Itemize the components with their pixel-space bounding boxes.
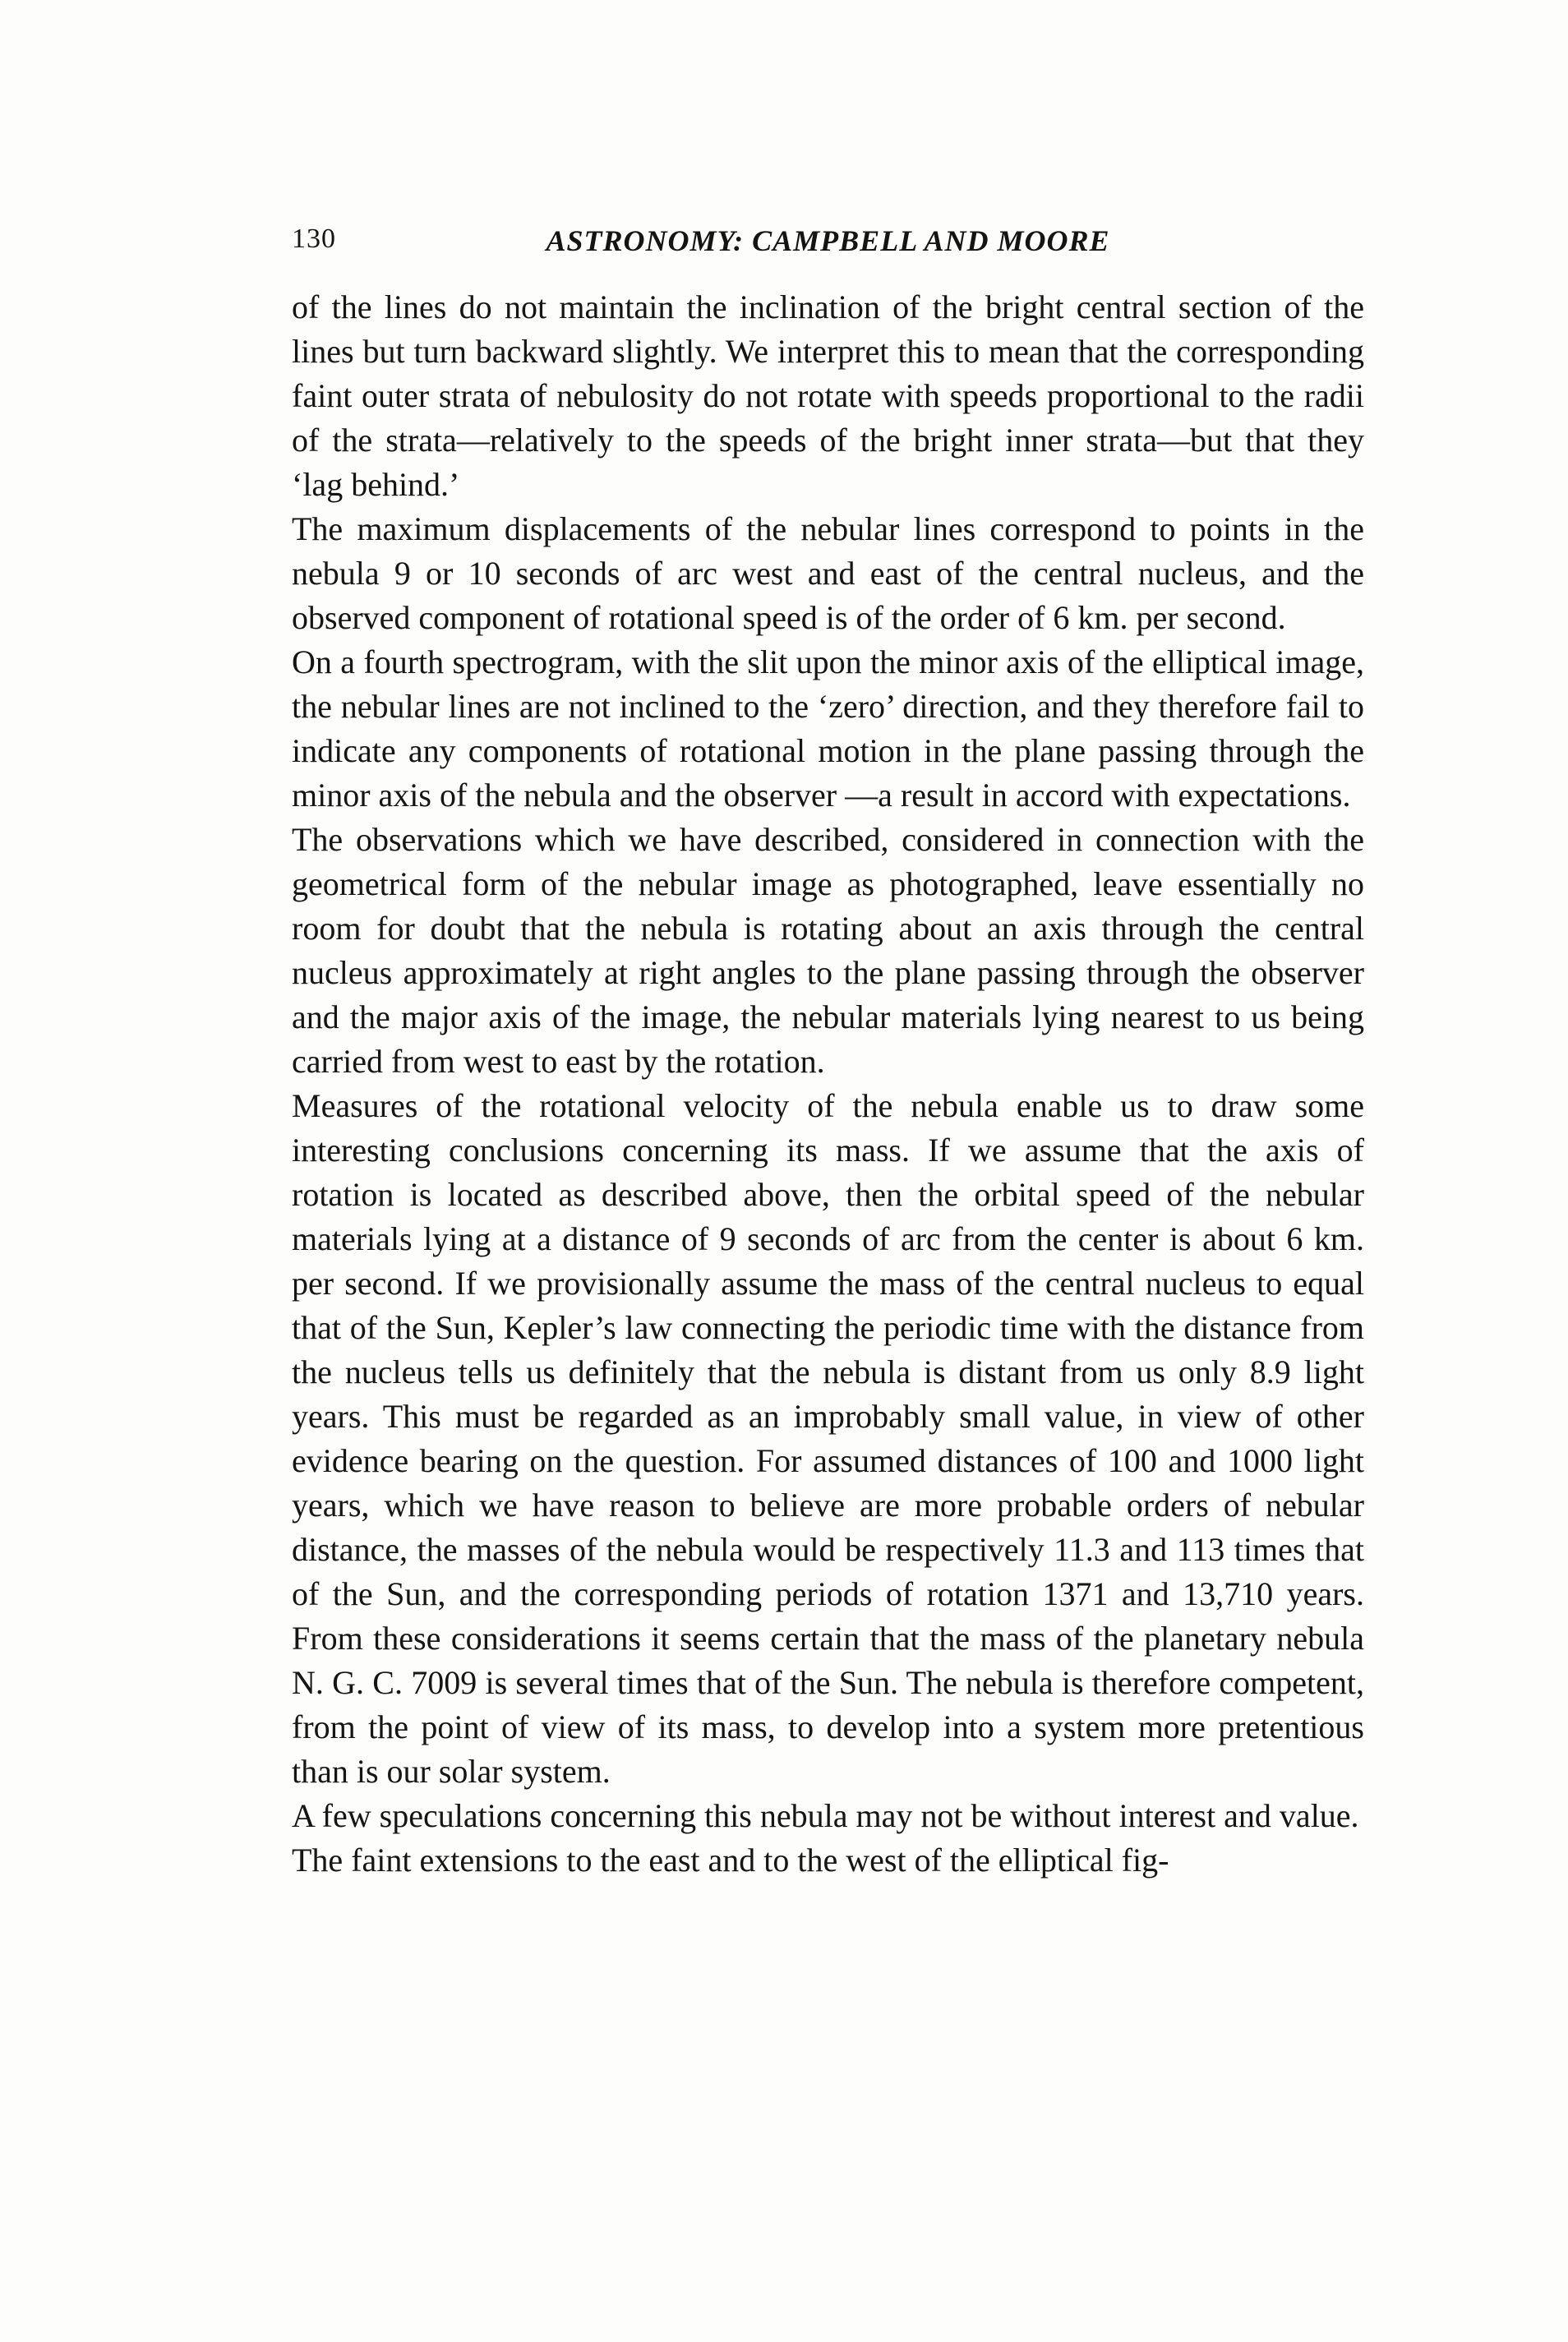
paragraph-maximum-displacements: The maximum displacements of the nebular lines correspond to points in the nebula 9 or 10 seconds of arc west and east of the central nucleus, and the observed component of rotational speed is of the order of 6 km. per second.: [292, 510, 1364, 636]
paragraph-fourth-spectrogram: On a fourth spectrogram, with the slit upon the minor axis of the elliptical image, the nebular lines are not inclined to the ‘zero’ direction, and they therefore fail to indicate any components of rotational motion in the plane passing through the minor axis of the nebula and the observer —a result in accord with expectations.: [292, 643, 1364, 814]
running-title: ASTRONOMY: CAMPBELL AND MOORE: [546, 224, 1110, 257]
paragraph-continuation: of the lines do not maintain the inclination of the bright central section of the lines but turn backward slightly. We interpret this to mean that the corresponding faint outer strata of nebulosity do not rotate with speeds proportional to the radii of the strata—relatively to the speeds of the bright inner strata—but that they ‘lag behind.’: [292, 288, 1364, 503]
article-body: [292, 285, 1364, 1883]
page-header: [292, 224, 1364, 265]
page-number: 130: [292, 224, 336, 254]
paragraph-observations: The observations which we have described, considered in connection with the geometrical form of the nebular image as photographed, leave essentially no room for doubt that the nebula is rotating about an axis through the central nucleus approximately at right angles to the plane passing through the observer and the major axis of the image, the nebular materials lying nearest to us being carried from west to east by the rotation.: [292, 821, 1364, 1080]
paragraph-speculations: A few speculations concerning this nebula may not be without interest and value.: [292, 1797, 1359, 1834]
paragraph-rotational-velocity: Measures of the rotational velocity of the nebula enable us to draw some interesting conclusions concerning its mass. If we assume that the axis of rotation is located as described above, then the orbital speed of the nebular materials lying at a distance of 9 seconds of arc from the center is about 6 km. per second. If we provisionally assume the mass of the central nucleus to equal that of the Sun, Kepler’s law connecting the periodic time with the distance from the nucleus tells us definitely that the nebula is distant from us only 8.9 light years. This must be regarded as an improbably small value, in view of other evidence bearing on the question. For assumed distances of 100 and 1000 light years, which we have reason to believe are more probable orders of nebular distance, the masses of the nebula would be respectively 11.3 and 113 times that of the Sun, and the corresponding periods of rotation 1371 and 13,710 years. From these considerations it seems certain that the mass of the planetary nebula N. G. C. 7009 is several times that of the Sun. The nebula is therefore competent, from the point of view of its mass, to develop into a system more pretentious than is our solar system.: [292, 1087, 1364, 1790]
paragraph-faint-extensions: The faint extensions to the east and to the west of the elliptical fig-: [292, 1842, 1169, 1879]
